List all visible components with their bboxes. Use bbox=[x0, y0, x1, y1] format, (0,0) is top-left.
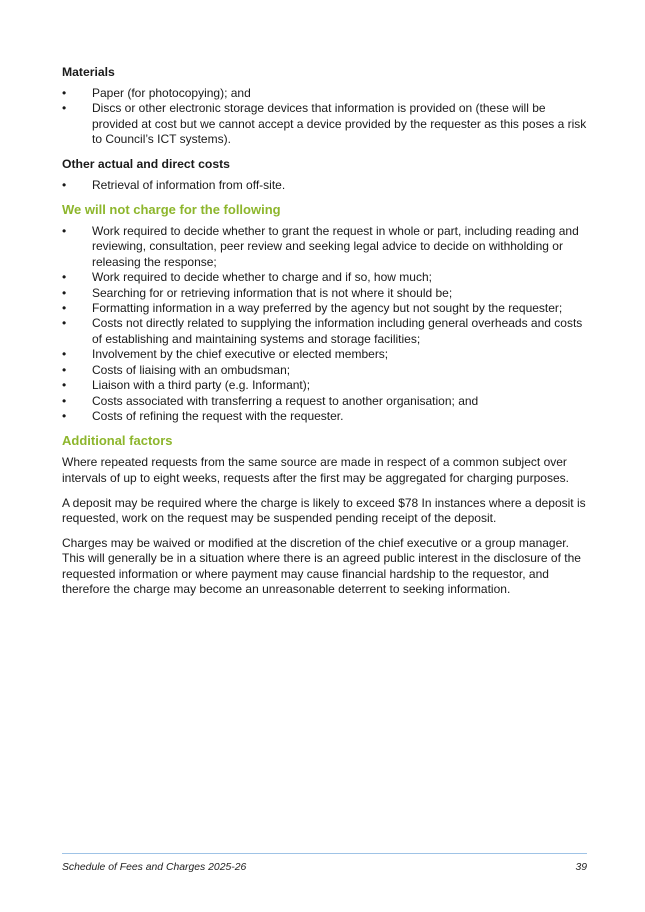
bullet-icon: • bbox=[62, 408, 67, 423]
bullet-icon: • bbox=[62, 177, 67, 192]
bullet-icon: • bbox=[62, 224, 67, 239]
list-item: • Retrieval of information from off-site. bbox=[62, 177, 286, 192]
no-charge-heading: We will not charge for the following bbox=[62, 202, 281, 218]
bullet-icon: • bbox=[62, 86, 67, 100]
bullet-icon: • bbox=[62, 285, 67, 300]
bullet-icon: • bbox=[62, 362, 67, 377]
other-costs-heading: Other actual and direct costs bbox=[62, 156, 230, 171]
list-item: • Work required to decide whether to grant the request in whole or part, including reading and reviewing, consultation, peer review and seeking legal advice to decide on withholding or releasing the response; bbox=[62, 224, 579, 269]
page-number: 39 bbox=[575, 862, 587, 873]
document-body bbox=[62, 64, 587, 607]
bullet-icon: • bbox=[62, 347, 67, 362]
additional-paragraph-waiver: Charges may be waived or modified at the discretion of the chief executive or a group manager. This will generally be in a situation where there is an agreed public interest in the disclosure of the requested information or where payment may cause financial hardship to the requestor, and therefore the charge may become an unreasonable deterrent to seeking information. bbox=[62, 535, 581, 597]
page-footer bbox=[62, 853, 587, 873]
bullet-icon: • bbox=[62, 378, 67, 393]
other-costs-list bbox=[62, 178, 587, 193]
additional-factors-heading: Additional factors bbox=[62, 433, 173, 449]
list-item: • Searching for or retrieving information that is not where it should be; bbox=[62, 285, 453, 300]
list-item: • Involvement by the chief executive or elected members; bbox=[62, 347, 389, 362]
list-item: • Work required to decide whether to charge and if so, how much; bbox=[62, 270, 432, 285]
bullet-icon: • bbox=[62, 393, 67, 408]
bullet-icon: • bbox=[62, 101, 67, 116]
materials-heading: Materials bbox=[62, 65, 115, 79]
list-item: • Costs not directly related to supplying the information including general overheads and costs of establishing and maintaining systems and storage facilities; bbox=[62, 316, 583, 346]
list-item: • Formatting information in a way preferred by the agency but not sought by the requester; bbox=[62, 301, 563, 316]
list-item: • Discs or other electronic storage devices that information is provided on (these will be provided at cost but we cannot accept a device provided by the requester as this poses a risk to Council’s ICT systems). bbox=[62, 101, 587, 147]
materials-list bbox=[62, 86, 587, 148]
bullet-icon: • bbox=[62, 301, 67, 316]
additional-paragraph-repeated-requests: Where repeated requests from the same source are made in respect of a common subject over intervals of up to eight weeks, requests after the first may be aggregated for charging purposes. bbox=[62, 455, 569, 485]
footer-title: Schedule of Fees and Charges 2025-26 bbox=[62, 862, 247, 873]
list-item: • Costs of refining the request with the requester. bbox=[62, 408, 344, 423]
additional-paragraph-deposit: A deposit may be required where the charge is likely to exceed $78 In instances where a deposit is requested, work on the request may be suspended pending receipt of the deposit. bbox=[62, 495, 586, 526]
no-charge-list bbox=[62, 224, 587, 424]
bullet-icon: • bbox=[62, 316, 67, 331]
list-item: • Liaison with a third party (e.g. Informant); bbox=[62, 378, 311, 393]
list-item: • Costs of liaising with an ombudsman; bbox=[62, 362, 291, 377]
list-item: • Paper (for photocopying); and bbox=[62, 86, 251, 100]
bullet-icon: • bbox=[62, 270, 67, 285]
list-item: • Costs associated with transferring a request to another organisation; and bbox=[62, 393, 479, 408]
